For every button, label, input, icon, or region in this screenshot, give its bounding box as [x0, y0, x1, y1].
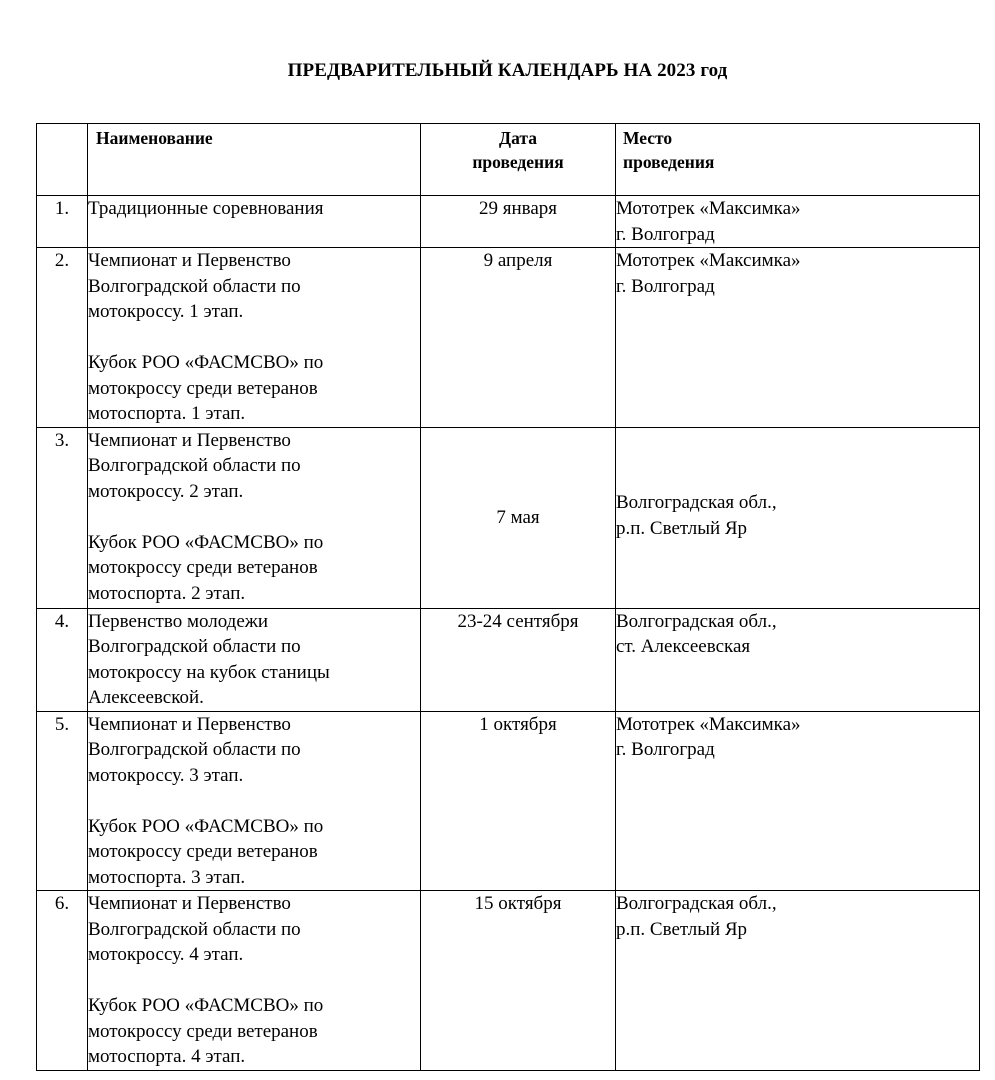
- paragraph-gap: [88, 504, 420, 530]
- paragraph-gap: [88, 325, 420, 351]
- row-number: 4.: [37, 608, 88, 711]
- event-place-line: г. Волгоград: [616, 223, 715, 245]
- event-name-line: мотокроссу среди ветеранов: [88, 841, 318, 862]
- event-date: 7 мая: [421, 427, 616, 608]
- event-name-line: Кубок РОО «ФАСМСВО» по: [88, 352, 324, 373]
- table-row: [37, 248, 980, 428]
- header-place-line: проведения: [623, 152, 715, 172]
- row-number: 1.: [37, 196, 88, 248]
- table-row: [37, 711, 980, 891]
- event-place-line: р.п. Светлый Яр: [616, 517, 748, 539]
- row-number: 5.: [37, 711, 88, 891]
- table-row: [37, 608, 980, 711]
- row-number: 2.: [37, 248, 88, 428]
- event-date: 23-24 сентября: [421, 608, 616, 711]
- header-place-line: Место: [623, 128, 673, 148]
- header-name: [88, 124, 421, 196]
- event-place-line: ст. Алексеевская: [616, 636, 751, 657]
- event-date: 9 апреля: [421, 248, 616, 428]
- event-name-line: Кубок РОО «ФАСМСВО» по: [88, 815, 324, 837]
- event-name-line: Чемпионат и Первенство: [88, 250, 291, 271]
- event-name-line: Первенство молодежи: [88, 610, 269, 632]
- event-place: [616, 608, 980, 711]
- event-name-line: мотоспорта. 2 этап.: [88, 582, 246, 604]
- calendar-table: [36, 123, 980, 1071]
- event-place-line: р.п. Светлый Яр: [616, 918, 748, 940]
- event-place-line: Волгоградская обл.,: [616, 492, 777, 513]
- event-name: [88, 608, 421, 711]
- event-name-line: Чемпионат и Первенство: [88, 429, 291, 451]
- event-name-line: Кубок РОО «ФАСМСВО» по: [88, 995, 324, 1016]
- event-place: [616, 196, 980, 248]
- event-name-line: мотокроссу на кубок станицы: [88, 661, 330, 683]
- page-title: ПРЕДВАРИТЕЛЬНЫЙ КАЛЕНДАРЬ НА 2023 год: [287, 60, 728, 81]
- event-name-line: мотокроссу среди ветеранов: [88, 1020, 318, 1042]
- event-name: [88, 427, 421, 608]
- header-date-line: проведения: [472, 152, 564, 172]
- event-name-line: Чемпионат и Первенство: [88, 893, 291, 914]
- event-name-line: Волгоградской области по: [88, 455, 301, 476]
- event-name-line: мотокроссу среди ветеранов: [88, 377, 318, 399]
- event-place-line: г. Волгоград: [616, 275, 715, 297]
- event-name: [88, 711, 421, 891]
- event-place: [616, 427, 980, 608]
- event-place-line: Мототрек «Максимка»: [616, 250, 801, 271]
- event-place-line: г. Волгоград: [616, 739, 715, 760]
- header-place: [616, 124, 980, 196]
- header-date-line: Дата: [499, 128, 537, 148]
- event-name: [88, 196, 421, 248]
- event-place: [616, 711, 980, 891]
- event-name-line: мотоспорта. 4 этап.: [88, 1046, 246, 1067]
- row-number: 6.: [37, 891, 88, 1071]
- event-name-line: Алексеевской.: [88, 687, 204, 708]
- event-place-line: Мототрек «Максимка»: [616, 713, 801, 735]
- header-date: [421, 124, 616, 196]
- paragraph-gap: [88, 788, 420, 814]
- paragraph-gap: [88, 968, 420, 994]
- row-number: 3.: [37, 427, 88, 608]
- event-name-line: Волгоградской области по: [88, 275, 301, 297]
- table-row: [37, 891, 980, 1071]
- event-place: [616, 248, 980, 428]
- event-name: [88, 248, 421, 428]
- event-date: 1 октября: [421, 711, 616, 891]
- event-name-line: мотокроссу. 3 этап.: [88, 764, 244, 786]
- table-row: [37, 427, 980, 608]
- event-name-line: Волгоградской области по: [88, 918, 301, 940]
- event-place-line: Мототрек «Максимка»: [616, 198, 801, 219]
- event-name: [88, 891, 421, 1071]
- event-name-line: мотокроссу. 4 этап.: [88, 944, 244, 965]
- event-name-line: Традиционные соревнования: [88, 198, 324, 219]
- event-date: 29 января: [421, 196, 616, 248]
- event-name-line: мотоспорта. 1 этап.: [88, 403, 246, 424]
- event-name-line: Кубок РОО «ФАСМСВО» по: [88, 531, 324, 553]
- event-date: 15 октября: [421, 891, 616, 1071]
- event-place: [616, 891, 980, 1071]
- table-header-row: [37, 124, 980, 196]
- event-name-line: Волгоградской области по: [88, 636, 301, 657]
- event-name-line: мотокроссу. 1 этап.: [88, 301, 244, 322]
- event-name-line: мотоспорта. 3 этап.: [88, 866, 246, 888]
- event-name-line: мотокроссу среди ветеранов: [88, 557, 318, 578]
- table-row: [37, 196, 980, 248]
- header-name-label: Наименование: [96, 128, 213, 148]
- event-place-line: Волгоградская обл.,: [616, 893, 777, 914]
- event-place-line: Волгоградская обл.,: [616, 610, 777, 632]
- event-name-line: Чемпионат и Первенство: [88, 713, 291, 735]
- header-number: [37, 124, 88, 196]
- event-name-line: Волгоградской области по: [88, 739, 301, 760]
- event-name-line: мотокроссу. 2 этап.: [88, 480, 244, 502]
